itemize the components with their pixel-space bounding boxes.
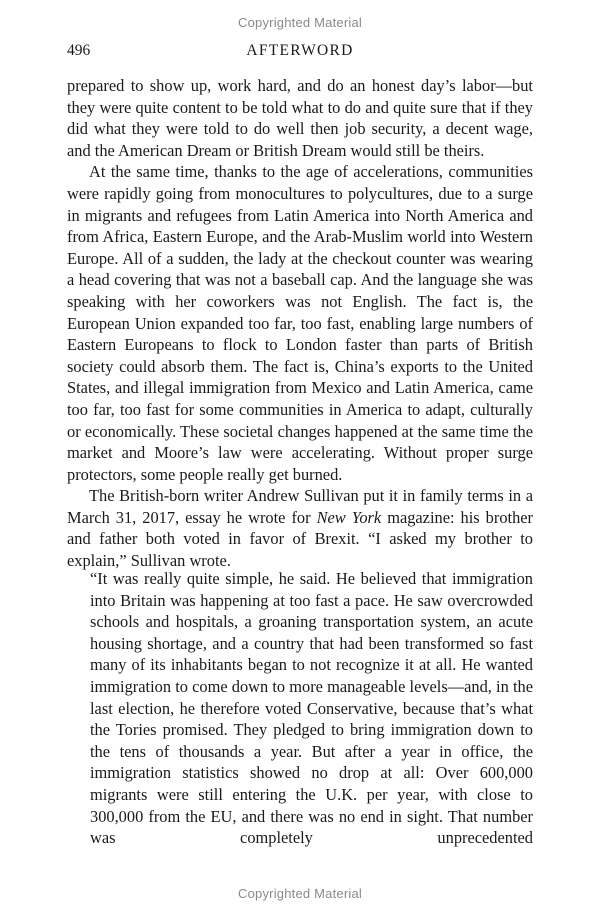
paragraph-3	[67, 485, 533, 571]
page-number: 496	[67, 42, 91, 59]
copyright-watermark-top: Copyrighted Material	[238, 15, 362, 30]
block-quote	[90, 568, 533, 849]
paragraph-3-text-start: The British-born writer Andrew Sullivan put it in family terms in a March 31, 2017, essay he wrote for	[67, 486, 533, 527]
paragraph-2: At the same time, thanks to the age of accelerations, communities were rapidly going from monocultures to polycultures, due to a surge in migrants and refugees from Latin America into North America and from Africa, Eastern Europe, and the Arab-Muslim world into Western Europe. All of a sudden, the lady at the checkout counter was wearing a head covering that was not a baseball cap. And the language she was speaking with her coworkers was not English. The fact is, the European Union expanded too far, too fast, enabling large numbers of Eastern Europeans to flock to London faster than parts of British society could absorb them. The fact is, China’s exports to the United States, and illegal immigration from Mexico and Latin America, came too far, too fast for some communities in America to adapt, culturally or economically. These societal changes happened at the same time the market and Moore’s law were accelerating. Without proper surge protectors, some people really get burned.	[67, 162, 533, 484]
body-text	[67, 75, 533, 572]
copyright-watermark-bottom: Copyrighted Material	[238, 886, 362, 901]
paragraph-3-text-end: magazine: his brother and father both voted in favor of Brexit. “I asked my brother to explain,” Sullivan wrote.	[67, 507, 534, 571]
publication-title: New York	[316, 507, 382, 527]
running-head	[67, 42, 533, 62]
block-quote-text: “It was really quite simple, he said. He believed that immigration into Britain was happening at too fast a pace. He saw overcrowded schools and hospitals, a groaning transportation system, an acute housing shortage, and a country that had been transformed so fast many of its inhabitants began to not recognize it at all. He wanted immigration to come down to more manageable levels—and, in the last election, he therefore voted Conservative, because that’s what the Tories promised. They pledged to bring immigration down to the tens of thousands a year. But after a year in office, the immigration statistics showed no drop at all: Over 600,000 migrants were still entering the U.K. per year, with close to 300,000 from the EU, and there was no end in sight. That number was completely unprecedented	[90, 569, 533, 848]
chapter-title: AFTERWORD	[246, 42, 354, 59]
paragraph-1: prepared to show up, work hard, and do an honest day’s labor—but they were quite content to be told what to do and quite sure that if they did what they were told to do well then job security, a decent wage, and the American Dream or British Dream would still be theirs.	[67, 76, 533, 160]
